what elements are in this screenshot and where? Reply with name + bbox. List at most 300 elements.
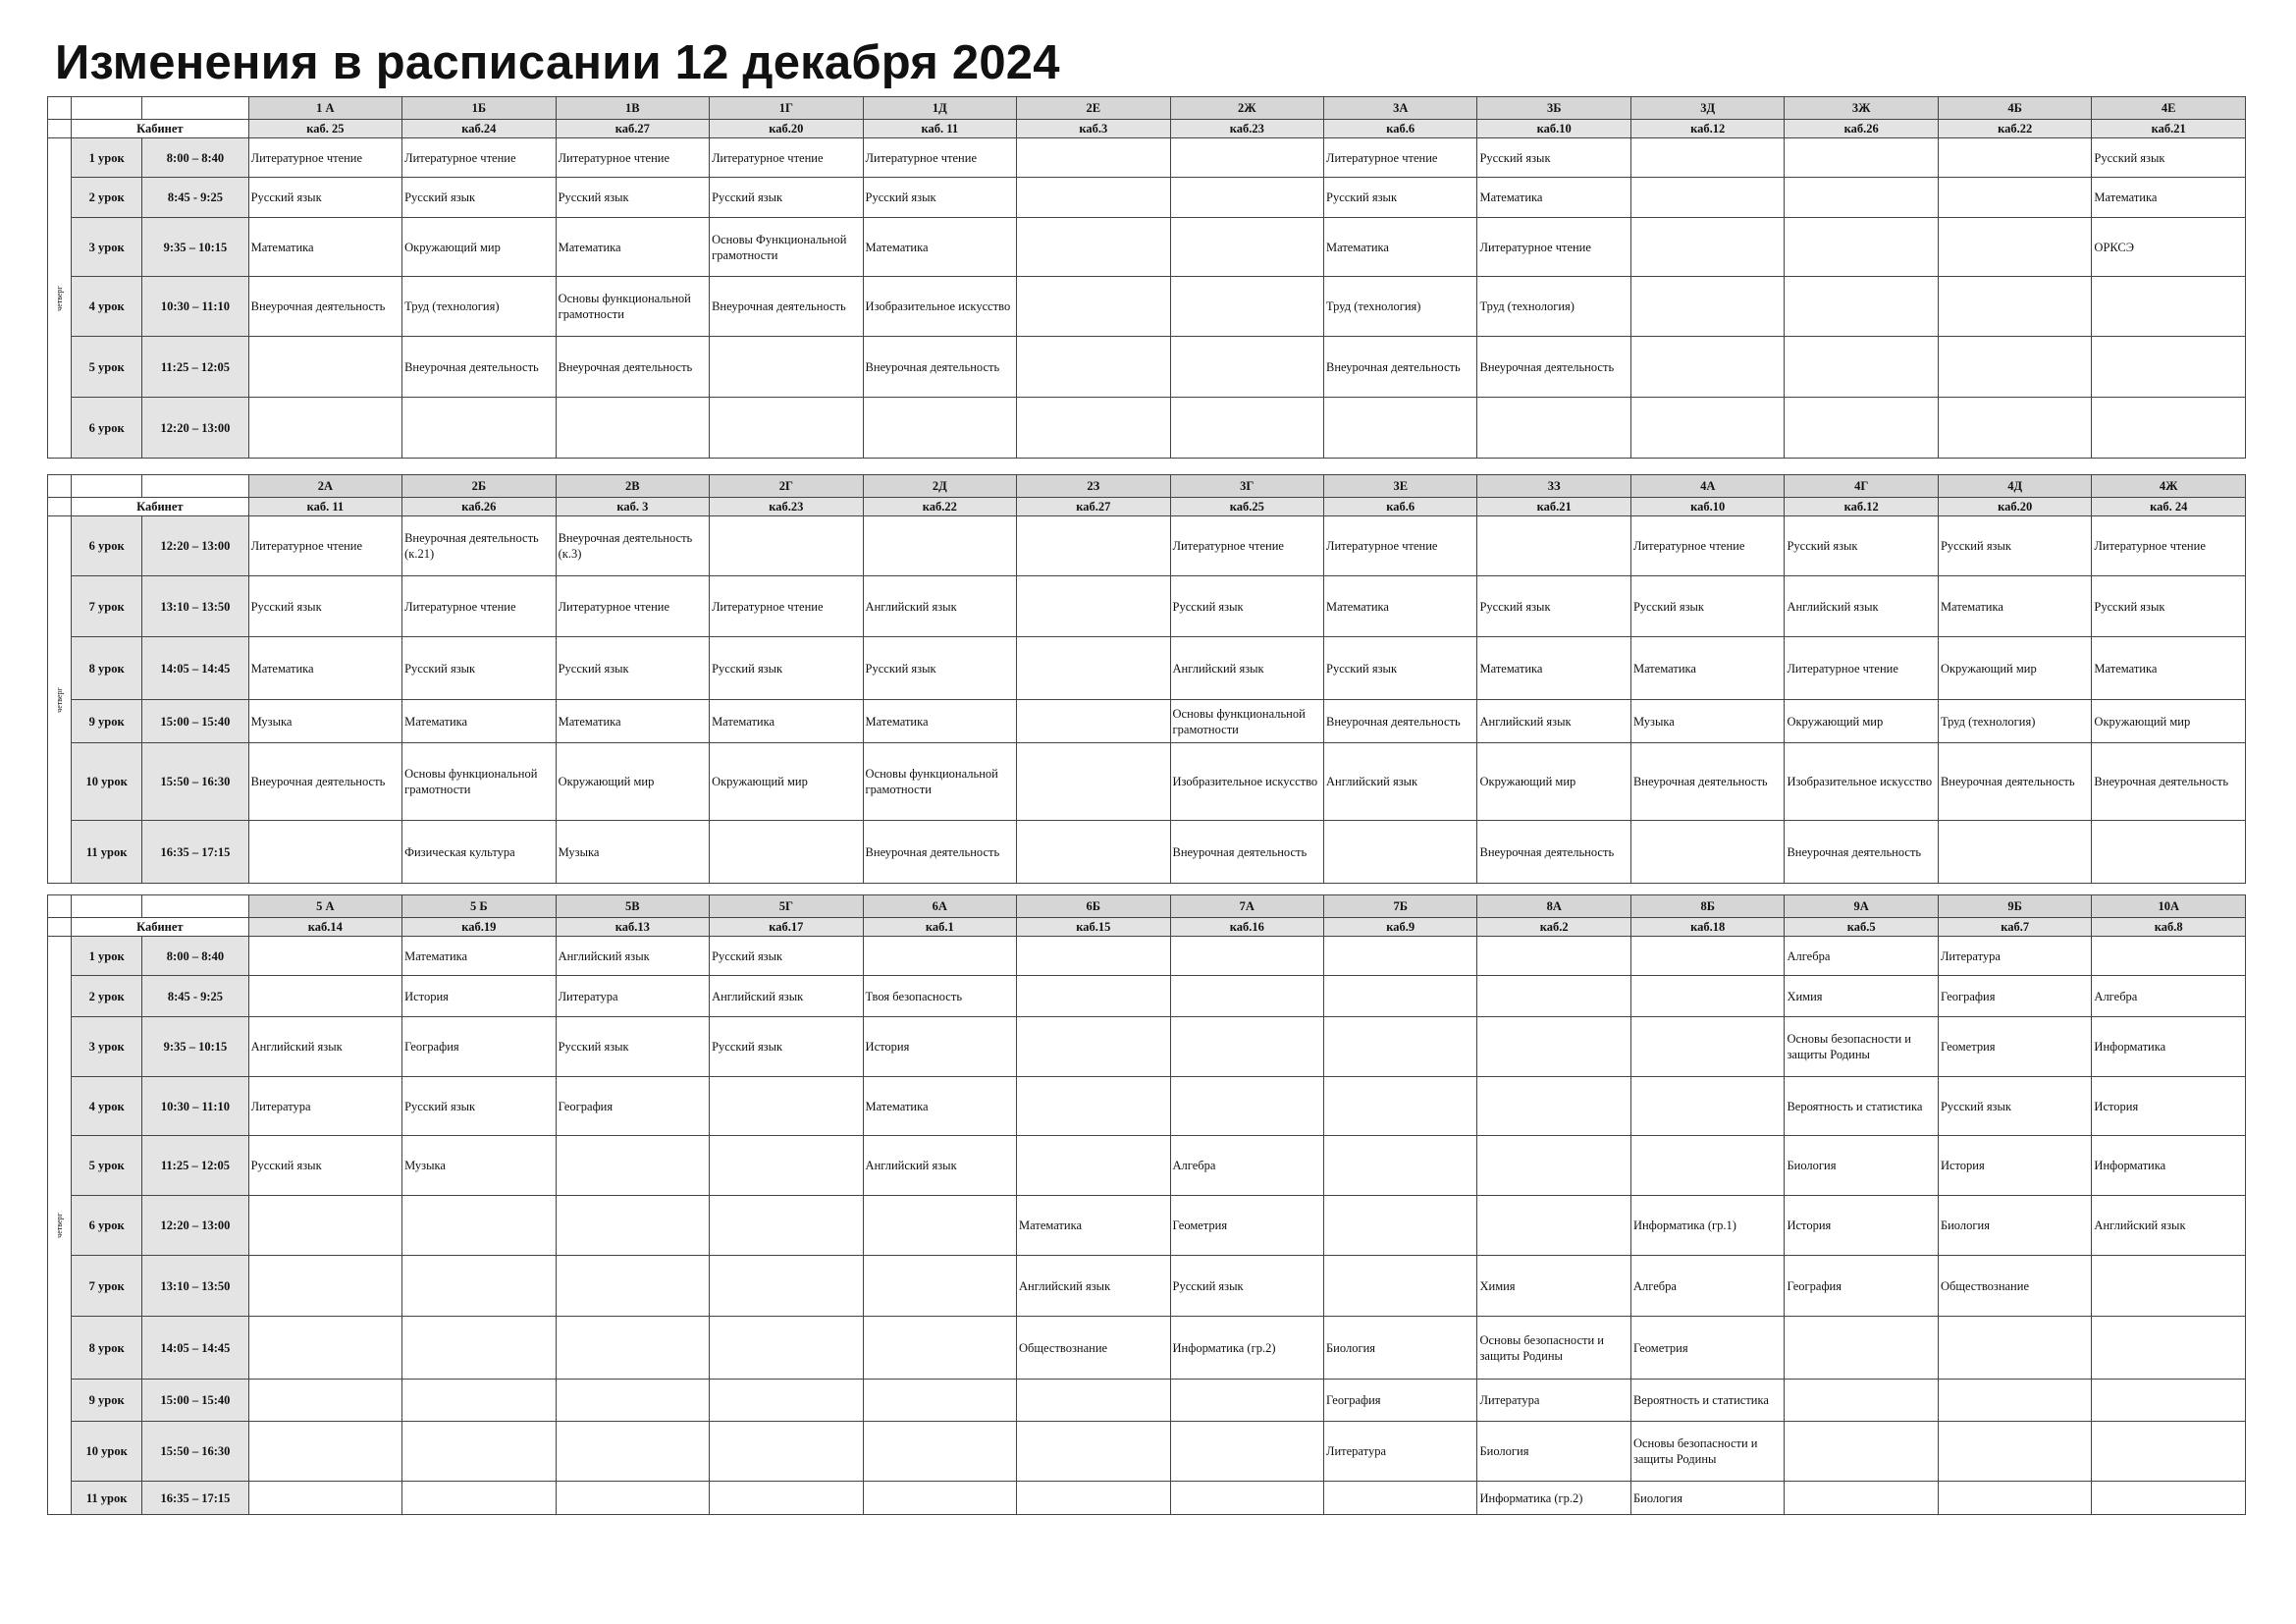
subject-cell: География <box>1324 1380 1477 1422</box>
subject-cell: Математика <box>863 1077 1016 1136</box>
subject-cell: Биология <box>1785 1136 1938 1196</box>
subject-cell: Русский язык <box>1630 576 1784 637</box>
subject-cell <box>1785 277 1938 337</box>
lesson-time: 14:05 – 14:45 <box>142 1317 248 1380</box>
subject-cell <box>710 1317 863 1380</box>
subject-cell: Русский язык <box>2092 576 2246 637</box>
subject-cell: Внеурочная деятельность <box>2092 743 2246 821</box>
subject-cell: Английский язык <box>2092 1196 2246 1256</box>
subject-cell <box>1017 937 1170 976</box>
subject-cell <box>1324 1136 1477 1196</box>
subject-cell <box>1938 1317 2091 1380</box>
subject-cell: Биология <box>1938 1196 2091 1256</box>
subject-cell: Русский язык <box>710 1017 863 1077</box>
lesson-time: 12:20 – 13:00 <box>142 516 248 576</box>
corner-cell <box>48 498 72 516</box>
subject-cell: Математика <box>863 218 1016 277</box>
subject-cell: Русский язык <box>1170 1256 1323 1317</box>
subject-cell: Английский язык <box>1785 576 1938 637</box>
lesson-time: 15:00 – 15:40 <box>142 1380 248 1422</box>
subject-cell: Основы функциональной грамотности <box>556 277 709 337</box>
lesson-time: 12:20 – 13:00 <box>142 398 248 459</box>
kabinet-label: Кабинет <box>72 120 249 138</box>
subject-cell <box>1170 398 1323 459</box>
subject-cell <box>402 1317 556 1380</box>
room-number: каб.1 <box>863 918 1016 937</box>
subject-cell <box>1630 138 1784 178</box>
subject-cell <box>2092 937 2246 976</box>
class-name: 7Б <box>1324 895 1477 918</box>
subject-cell: Информатика (гр.1) <box>1630 1196 1784 1256</box>
lesson-number: 11 урок <box>72 1482 142 1515</box>
class-header-row <box>48 97 2246 120</box>
subject-cell <box>1477 1136 1630 1196</box>
subject-cell: География <box>402 1017 556 1077</box>
class-name: 1Д <box>863 97 1016 120</box>
corner-cell <box>48 918 72 937</box>
subject-cell: Алгебра <box>2092 976 2246 1017</box>
subject-cell: Музыка <box>1630 700 1784 743</box>
subject-cell: Биология <box>1477 1422 1630 1482</box>
subject-cell: Внеурочная деятельность <box>863 821 1016 884</box>
subject-cell <box>1017 700 1170 743</box>
subject-cell <box>248 821 401 884</box>
subject-cell <box>1017 1017 1170 1077</box>
lesson-number: 3 урок <box>72 218 142 277</box>
subject-cell <box>1017 218 1170 277</box>
subject-cell <box>1630 937 1784 976</box>
subject-cell <box>863 1196 1016 1256</box>
subject-cell: Математика <box>402 937 556 976</box>
subject-cell: Внеурочная деятельность <box>863 337 1016 398</box>
subject-cell: Алгебра <box>1170 1136 1323 1196</box>
room-number: каб.26 <box>402 498 556 516</box>
table-row <box>48 1077 2246 1136</box>
subject-cell: Обществознание <box>1938 1256 2091 1317</box>
class-name: 3Е <box>1324 475 1477 498</box>
subject-cell <box>710 398 863 459</box>
subject-cell <box>402 1256 556 1317</box>
corner-cell <box>142 895 248 918</box>
subject-cell <box>2092 1256 2246 1317</box>
subject-cell: Внеурочная деятельность <box>1630 743 1784 821</box>
subject-cell: Русский язык <box>863 637 1016 700</box>
subject-cell: История <box>402 976 556 1017</box>
subject-cell: Внеурочная деятельность <box>1324 700 1477 743</box>
room-number: каб.12 <box>1630 120 1784 138</box>
lesson-time: 11:25 – 12:05 <box>142 337 248 398</box>
lesson-number: 6 урок <box>72 398 142 459</box>
subject-cell: Изобразительное искусство <box>1170 743 1323 821</box>
subject-cell: Основы Функциональной грамотности <box>710 218 863 277</box>
subject-cell: Алгебра <box>1785 937 1938 976</box>
class-name: 3А <box>1324 97 1477 120</box>
subject-cell: Геометрия <box>1170 1196 1323 1256</box>
subject-cell <box>1017 138 1170 178</box>
subject-cell: Литературное чтение <box>1324 138 1477 178</box>
subject-cell <box>1170 218 1323 277</box>
subject-cell: Русский язык <box>556 178 709 218</box>
subject-cell <box>1170 1422 1323 1482</box>
subject-cell <box>1630 398 1784 459</box>
room-number: каб. 3 <box>556 498 709 516</box>
subject-cell <box>1938 1482 2091 1515</box>
subject-cell <box>248 1196 401 1256</box>
subject-cell <box>1017 1380 1170 1422</box>
subject-cell <box>1630 218 1784 277</box>
lesson-time: 13:10 – 13:50 <box>142 1256 248 1317</box>
subject-cell: Информатика (гр.2) <box>1170 1317 1323 1380</box>
subject-cell: Твоя безопасность <box>863 976 1016 1017</box>
class-name: 10А <box>2092 895 2246 918</box>
subject-cell: Математика <box>248 218 401 277</box>
room-number: каб.26 <box>1785 120 1938 138</box>
subject-cell <box>2092 337 2246 398</box>
subject-cell <box>1477 516 1630 576</box>
subject-cell: Литературное чтение <box>1170 516 1323 576</box>
subject-cell <box>556 1482 709 1515</box>
table-row <box>48 576 2246 637</box>
room-number: каб.3 <box>1017 120 1170 138</box>
subject-cell <box>556 1136 709 1196</box>
lesson-number: 1 урок <box>72 937 142 976</box>
subject-cell: Математика <box>556 218 709 277</box>
corner-cell <box>72 97 142 120</box>
subject-cell: Окружающий мир <box>1938 637 2091 700</box>
subject-cell: Литературное чтение <box>556 576 709 637</box>
room-number: каб. 11 <box>248 498 401 516</box>
room-number: каб.12 <box>1785 498 1938 516</box>
subject-cell <box>1938 277 2091 337</box>
subject-cell <box>1170 277 1323 337</box>
subject-cell: Русский язык <box>2092 138 2246 178</box>
day-label: четверг <box>54 686 64 713</box>
lesson-number: 8 урок <box>72 1317 142 1380</box>
room-number: каб.19 <box>402 918 556 937</box>
room-number: каб.27 <box>556 120 709 138</box>
subject-cell: Окружающий мир <box>1785 700 1938 743</box>
subject-cell: Окружающий мир <box>2092 700 2246 743</box>
class-name: 4Д <box>1938 475 2091 498</box>
subject-cell <box>863 937 1016 976</box>
subject-cell <box>1324 1017 1477 1077</box>
subject-cell: Математика <box>556 700 709 743</box>
subject-cell <box>863 1317 1016 1380</box>
subject-cell <box>1324 1256 1477 1317</box>
subject-cell: Математика <box>1017 1196 1170 1256</box>
subject-cell: Английский язык <box>1170 637 1323 700</box>
lesson-time: 9:35 – 10:15 <box>142 218 248 277</box>
room-number: каб.20 <box>710 120 863 138</box>
lesson-time: 10:30 – 11:10 <box>142 1077 248 1136</box>
subject-cell <box>1630 277 1784 337</box>
subject-cell <box>556 1422 709 1482</box>
class-name: 2З <box>1017 475 1170 498</box>
subject-cell <box>556 1196 709 1256</box>
lesson-number: 6 урок <box>72 1196 142 1256</box>
subject-cell <box>1630 178 1784 218</box>
subject-cell <box>402 1196 556 1256</box>
subject-cell <box>1477 1017 1630 1077</box>
subject-cell <box>2092 1380 2246 1422</box>
subject-cell: Внеурочная деятельность <box>1324 337 1477 398</box>
subject-cell <box>710 1422 863 1482</box>
subject-cell <box>1170 1380 1323 1422</box>
subject-cell: Русский язык <box>1785 516 1938 576</box>
room-number: каб.25 <box>1170 498 1323 516</box>
subject-cell <box>1017 576 1170 637</box>
subject-cell <box>1170 138 1323 178</box>
subject-cell <box>556 1317 709 1380</box>
subject-cell: Английский язык <box>556 937 709 976</box>
subject-cell <box>1477 1196 1630 1256</box>
subject-cell: Литература <box>556 976 709 1017</box>
subject-cell <box>1017 1136 1170 1196</box>
lesson-time: 15:00 – 15:40 <box>142 700 248 743</box>
room-number: каб.10 <box>1477 120 1630 138</box>
corner-cell <box>142 97 248 120</box>
subject-cell <box>1017 1077 1170 1136</box>
subject-cell: Русский язык <box>556 1017 709 1077</box>
subject-cell: Английский язык <box>248 1017 401 1077</box>
subject-cell: Математика <box>1938 576 2091 637</box>
subject-cell <box>1785 138 1938 178</box>
class-name: 2Е <box>1017 97 1170 120</box>
subject-cell: География <box>1785 1256 1938 1317</box>
lesson-number: 10 урок <box>72 743 142 821</box>
subject-cell <box>402 1380 556 1422</box>
lesson-number: 4 урок <box>72 277 142 337</box>
subject-cell: Биология <box>1630 1482 1784 1515</box>
subject-cell <box>1630 1077 1784 1136</box>
subject-cell: Русский язык <box>402 637 556 700</box>
subject-cell: Русский язык <box>710 178 863 218</box>
subject-cell: Биология <box>1324 1317 1477 1380</box>
class-name: 5В <box>556 895 709 918</box>
table-row <box>48 637 2246 700</box>
subject-cell <box>1170 337 1323 398</box>
subject-cell: Внеурочная деятельность <box>710 277 863 337</box>
subject-cell: Русский язык <box>1324 178 1477 218</box>
room-row <box>48 120 2246 138</box>
subject-cell: Внеурочная деятельность <box>248 277 401 337</box>
table-row <box>48 700 2246 743</box>
subject-cell <box>1785 1380 1938 1422</box>
subject-cell: Внеурочная деятельность <box>248 743 401 821</box>
subject-cell: Вероятность и статистика <box>1630 1380 1784 1422</box>
subject-cell <box>863 1380 1016 1422</box>
subject-cell: Информатика (гр.2) <box>1477 1482 1630 1515</box>
day-cell <box>48 138 72 459</box>
class-name: 2В <box>556 475 709 498</box>
room-number: каб.20 <box>1938 498 2091 516</box>
lesson-time: 11:25 – 12:05 <box>142 1136 248 1196</box>
lesson-number: 5 урок <box>72 1136 142 1196</box>
subject-cell: Внеурочная деятельность <box>402 337 556 398</box>
corner-cell <box>48 475 72 498</box>
room-number: каб. 24 <box>2092 498 2246 516</box>
subject-cell: Вероятность и статистика <box>1785 1077 1938 1136</box>
class-name: 3Ж <box>1785 97 1938 120</box>
subject-cell <box>1324 1077 1477 1136</box>
class-name: 5 Б <box>402 895 556 918</box>
subject-cell: Математика <box>1324 576 1477 637</box>
subject-cell: Основы безопасности и защиты Родины <box>1630 1422 1784 1482</box>
subject-cell: Русский язык <box>1477 138 1630 178</box>
subject-cell <box>556 398 709 459</box>
subject-cell: Окружающий мир <box>710 743 863 821</box>
corner-cell <box>48 895 72 918</box>
table-row <box>48 937 2246 976</box>
subject-cell <box>1630 337 1784 398</box>
subject-cell: Изобразительное искусство <box>863 277 1016 337</box>
subject-cell: Математика <box>1630 637 1784 700</box>
subject-cell: Русский язык <box>710 637 863 700</box>
subject-cell: Математика <box>2092 178 2246 218</box>
class-name: 2А <box>248 475 401 498</box>
schedule-table <box>47 474 2246 884</box>
subject-cell <box>1017 337 1170 398</box>
subject-cell: Обществознание <box>1017 1317 1170 1380</box>
class-name: 3Б <box>1477 97 1630 120</box>
subject-cell: Химия <box>1477 1256 1630 1317</box>
subject-cell <box>1785 218 1938 277</box>
subject-cell: ОРКСЭ <box>2092 218 2246 277</box>
room-number: каб.6 <box>1324 498 1477 516</box>
class-name: 2Б <box>402 475 556 498</box>
subject-cell: История <box>2092 1077 2246 1136</box>
corner-cell <box>48 97 72 120</box>
subject-cell <box>1170 1482 1323 1515</box>
subject-cell <box>1785 398 1938 459</box>
subject-cell <box>1630 821 1784 884</box>
subject-cell: Русский язык <box>1938 1077 2091 1136</box>
subject-cell: Литературное чтение <box>1477 218 1630 277</box>
lesson-time: 9:35 – 10:15 <box>142 1017 248 1077</box>
subject-cell <box>863 1256 1016 1317</box>
subject-cell: Английский язык <box>710 976 863 1017</box>
class-name: 8А <box>1477 895 1630 918</box>
table-row <box>48 1422 2246 1482</box>
subject-cell: Математика <box>1477 637 1630 700</box>
class-name: 4Б <box>1938 97 2091 120</box>
subject-cell <box>710 1136 863 1196</box>
subject-cell: Внеурочная деятельность <box>1938 743 2091 821</box>
class-name: 9А <box>1785 895 1938 918</box>
subject-cell <box>1017 1482 1170 1515</box>
subject-cell <box>1017 1422 1170 1482</box>
class-name: 2Ж <box>1170 97 1323 120</box>
subject-cell <box>1170 976 1323 1017</box>
subject-cell <box>1938 178 2091 218</box>
day-cell <box>48 516 72 884</box>
class-name: 4Е <box>2092 97 2246 120</box>
subject-cell: Труд (технология) <box>1324 277 1477 337</box>
subject-cell: География <box>1938 976 2091 1017</box>
subject-cell: Русский язык <box>248 1136 401 1196</box>
subject-cell <box>1170 937 1323 976</box>
subject-cell: Математика <box>248 637 401 700</box>
subject-cell <box>863 1422 1016 1482</box>
subject-cell: Русский язык <box>1477 576 1630 637</box>
class-name: 7А <box>1170 895 1323 918</box>
class-name: 2Д <box>863 475 1016 498</box>
lesson-time: 15:50 – 16:30 <box>142 743 248 821</box>
class-name: 3З <box>1477 475 1630 498</box>
subject-cell: Английский язык <box>863 576 1016 637</box>
subject-cell <box>1170 1017 1323 1077</box>
subject-cell <box>863 1482 1016 1515</box>
room-number: каб.24 <box>402 120 556 138</box>
subject-cell <box>863 398 1016 459</box>
corner-cell <box>72 475 142 498</box>
table-row <box>48 1317 2246 1380</box>
subject-cell: Английский язык <box>1324 743 1477 821</box>
lesson-time: 14:05 – 14:45 <box>142 637 248 700</box>
subject-cell <box>1017 637 1170 700</box>
subject-cell <box>710 821 863 884</box>
subject-cell <box>1017 821 1170 884</box>
subject-cell <box>1017 398 1170 459</box>
subject-cell <box>2092 1317 2246 1380</box>
subject-cell <box>1785 178 1938 218</box>
lesson-number: 10 урок <box>72 1422 142 1482</box>
subject-cell <box>556 1256 709 1317</box>
subject-cell <box>1477 937 1630 976</box>
subject-cell: Окружающий мир <box>556 743 709 821</box>
subject-cell: Музыка <box>402 1136 556 1196</box>
class-name: 3Г <box>1170 475 1323 498</box>
subject-cell: Математика <box>2092 637 2246 700</box>
lesson-number: 3 урок <box>72 1017 142 1077</box>
lesson-number: 9 урок <box>72 1380 142 1422</box>
day-cell <box>48 937 72 1515</box>
table-row <box>48 1256 2246 1317</box>
table-row <box>48 743 2246 821</box>
lesson-number: 2 урок <box>72 178 142 218</box>
subject-cell <box>2092 821 2246 884</box>
table-row <box>48 1017 2246 1077</box>
subject-cell: Физическая культура <box>402 821 556 884</box>
subject-cell: Внеурочная деятельность <box>1477 821 1630 884</box>
table-row <box>48 337 2246 398</box>
subject-cell <box>1477 1077 1630 1136</box>
subject-cell: Русский язык <box>710 937 863 976</box>
subject-cell <box>248 398 401 459</box>
lesson-number: 9 урок <box>72 700 142 743</box>
table-row <box>48 1482 2246 1515</box>
class-name: 4Ж <box>2092 475 2246 498</box>
subject-cell <box>1785 337 1938 398</box>
class-name: 4Г <box>1785 475 1938 498</box>
lesson-number: 6 урок <box>72 516 142 576</box>
subject-cell: Основы функциональной грамотности <box>402 743 556 821</box>
subject-cell <box>1477 398 1630 459</box>
subject-cell <box>1477 976 1630 1017</box>
subject-cell: Литературное чтение <box>1324 516 1477 576</box>
subject-cell: Информатика <box>2092 1136 2246 1196</box>
room-number: каб. 25 <box>248 120 401 138</box>
subject-cell <box>1324 1482 1477 1515</box>
subject-cell <box>248 937 401 976</box>
room-number: каб.8 <box>2092 918 2246 937</box>
subject-cell <box>710 1380 863 1422</box>
class-name: 2Г <box>710 475 863 498</box>
table-row <box>48 821 2246 884</box>
subject-cell: Математика <box>1477 178 1630 218</box>
room-number: каб.23 <box>710 498 863 516</box>
class-name: 6А <box>863 895 1016 918</box>
